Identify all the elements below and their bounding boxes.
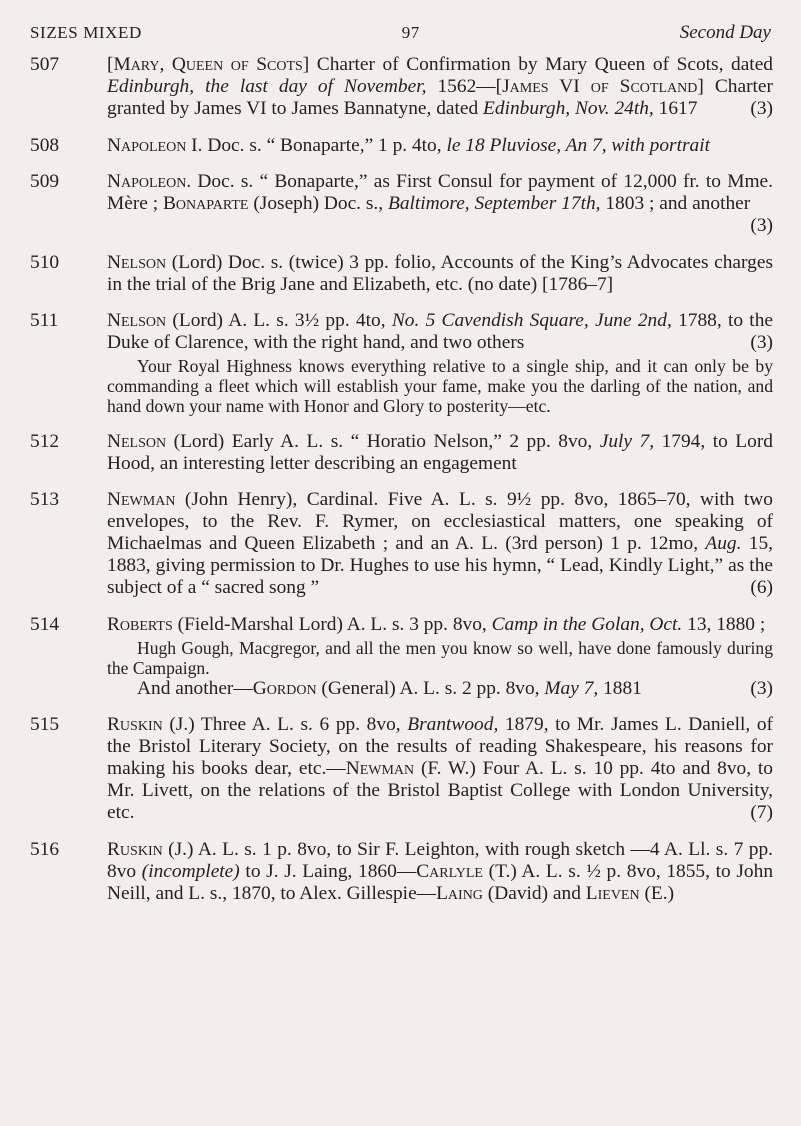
lot-quantity: (3) [750, 332, 773, 353]
italic-text: May 7, [544, 677, 599, 699]
lot-number: 508 [30, 134, 60, 156]
page-number: 97 [401, 23, 420, 42]
lot-description [107, 310, 773, 416]
text-run: Doc. s. “ Bonaparte,” as First Consul for payment of 12,000 fr. to Mme. Mère ; [107, 171, 773, 214]
text-run: Doc. s. “ Bonaparte,” 1 p. 4to, [202, 134, 447, 156]
name-smallcaps: Nelson [107, 430, 167, 452]
lot-entry [30, 489, 773, 599]
text-run: (T.) A. L. s. ½ p. 8vo, 1855, to John Neill, and L. s., 1870, to Alex. Gillespie— [107, 860, 774, 904]
lot-entry [30, 171, 773, 237]
italic-text: le 18 Pluviose, An 7, with portrait [446, 134, 711, 156]
lot-text [107, 839, 773, 905]
lot-text [107, 431, 773, 475]
lot-text [107, 310, 773, 354]
lot-entry [30, 252, 773, 296]
additional-item [107, 678, 773, 700]
text-run [194, 76, 205, 97]
lot-number: 515 [30, 714, 60, 735]
name-smallcaps: Ruskin [107, 714, 163, 735]
italic-text: Brantwood, [407, 714, 499, 735]
text-run: (David) and [482, 882, 586, 904]
lot-quantity: (7) [750, 802, 773, 823]
text-run: Charter of Confirmation by Mary Queen of Scots, dated [309, 54, 773, 75]
lot-description [107, 839, 773, 905]
name-smallcaps: Napoleon. [107, 171, 192, 192]
text-run: to J. J. Laing, 1860— [239, 860, 417, 882]
text-run: (J.) A. L. s. 1 p. 8vo, to Sir F. Leighton, with rough sketch —4 A. Ll. s. 7 pp. 8vo [107, 838, 773, 882]
text-run: (Lord) A. L. s. 3½ pp. 4to, [166, 310, 392, 331]
name-smallcaps: [James VI of Scotland] [495, 76, 704, 97]
name-smallcaps: Roberts [107, 613, 173, 635]
text-run: (John Henry), Cardinal. Five A. L. s. 9½ pp. 8vo, 1865–70, with two envelopes, to the Rev. F. Rymer, on ecclesiastical matters, one speaking of Michaelmas and Queen Elizabeth ; and an A. L. (3rd person) 1 p. 12mo, [107, 489, 773, 554]
name-smallcaps: [Mary, Queen of Scots] [107, 54, 310, 75]
italic-text: No. 5 Cavendish Square, June 2nd, [391, 310, 672, 331]
text-run: (General) A. L. s. 2 pp. 8vo, [316, 677, 545, 699]
name-smallcaps: Gordon [252, 677, 317, 699]
lot-text [107, 54, 773, 120]
lot-entry [30, 310, 773, 416]
lot-entry [30, 135, 773, 157]
lot-quantity: (3) [750, 215, 773, 236]
lot-text [107, 614, 773, 636]
name-smallcaps: Laing [436, 882, 483, 904]
name-smallcaps: Napoleon I. [107, 134, 203, 156]
lot-description [107, 714, 773, 824]
name-smallcaps: Bonaparte [163, 193, 249, 214]
name-smallcaps: Nelson [107, 251, 167, 273]
text-run: 1788, to the Duke of Clarence, with the right hand, and two others [107, 310, 773, 353]
text-run: And another— [137, 677, 253, 699]
lot-description [107, 54, 773, 120]
lot-description [107, 252, 773, 296]
lot-entry [30, 714, 773, 824]
lot-quantity: (6) [750, 577, 773, 598]
lot-text [107, 135, 773, 157]
italic-text: Edinburgh, Nov. 24th, [483, 98, 654, 119]
lot-description [107, 171, 773, 237]
text-run: 1562— [426, 76, 496, 97]
lot-entry [30, 431, 773, 475]
letter-quote: Hugh Gough, Macgregor, and all the men you know so well, have done famously during the Campaign. [107, 637, 773, 678]
italic-text: (incomplete) [141, 860, 240, 882]
text-run: (Field-Marshal Lord) A. L. s. 3 pp. 8vo, [172, 613, 492, 635]
lot-text [107, 714, 773, 824]
text-run: 15, 1883, giving permission to Dr. Hughes to use his hymn, “ Lead, Kindly Light,” as the subject of a “ sacred song ” [107, 533, 774, 598]
lot-text [107, 489, 773, 599]
section-title: SIZES MIXED [30, 23, 142, 42]
running-head [30, 22, 771, 44]
text-run: (J.) Three A. L. s. 6 pp. 8vo, [162, 714, 408, 735]
lot-number: 510 [30, 251, 60, 273]
italic-text: Aug. [705, 533, 742, 554]
lot-description [107, 614, 773, 700]
lot-entry [30, 839, 773, 905]
lot-description [107, 431, 773, 475]
name-smallcaps: Newman [107, 489, 176, 510]
lot-quantity: (3) [750, 677, 773, 699]
text-run: (E.) [639, 882, 675, 904]
text-run: (Joseph) Doc. s., [248, 193, 388, 214]
lot-entry [30, 54, 773, 120]
lot-number: 509 [30, 171, 60, 192]
name-smallcaps: Nelson [107, 310, 167, 331]
lot-quantity: (3) [750, 98, 773, 119]
text-run: 1803 ; and another [600, 193, 751, 214]
lot-number: 513 [30, 489, 60, 510]
italic-text: Baltimore, September 17th, [387, 193, 601, 214]
text-run: 1881 [598, 677, 642, 699]
text-run: 1794, to Lord Hood, an interesting letter describing an engagement [107, 430, 773, 474]
text-run: 1879, to Mr. James L. Daniell, of the Bristol Literary Society, on the results of reading Shakespeare, his reasons for making his books dear, etc.— [107, 714, 774, 779]
lot-entry [30, 614, 773, 700]
lot-description [107, 489, 773, 599]
text-run: (F. W.) Four A. L. s. 10 pp. 4to and 8vo, to Mr. Livett, on the relations of the Bristol Baptist College with London University, etc. [107, 758, 773, 823]
lot-text [107, 252, 773, 296]
lot-number: 512 [30, 430, 60, 452]
italic-text: July 7, [599, 430, 655, 452]
text-run: 1617 [653, 98, 698, 119]
lot-description [107, 135, 773, 157]
name-smallcaps: Lieven [585, 882, 640, 904]
italic-text: Camp in the Golan, Oct. [491, 613, 683, 635]
lot-number: 507 [30, 54, 60, 75]
text-run: (Lord) Early A. L. s. “ Horatio Nelson,” 2 pp. 8vo, [166, 430, 600, 452]
italic-text: the last day of November, [205, 76, 427, 97]
lot-number: 511 [30, 310, 59, 331]
lot-number: 516 [30, 838, 60, 860]
name-smallcaps: Newman [345, 758, 415, 779]
lot-number: 514 [30, 613, 60, 635]
name-smallcaps: Ruskin [107, 838, 163, 860]
lot-text [107, 171, 773, 236]
text-run: Charter granted by James VI to James Bannatyne, dated [107, 76, 773, 119]
italic-text: Edinburgh, [107, 76, 195, 97]
name-smallcaps: Carlyle [416, 860, 483, 882]
text-run: 13, 1880 ; [682, 613, 766, 635]
letter-quote: Your Royal Highness knows everything relative to a single ship, and it can only be by commanding a fleet which will establish your fame, make you the darling of the nation, and hand down your name with Honor and Glory to posterity—etc. [107, 356, 773, 416]
text-run: (Lord) Doc. s. (twice) 3 pp. folio, Accounts of the King’s Advocates charges in the trial of the Brig Jane and Elizabeth, etc. (no date) [1786–7] [107, 251, 773, 295]
sale-day: Second Day [679, 22, 771, 43]
lot-list [30, 54, 773, 919]
